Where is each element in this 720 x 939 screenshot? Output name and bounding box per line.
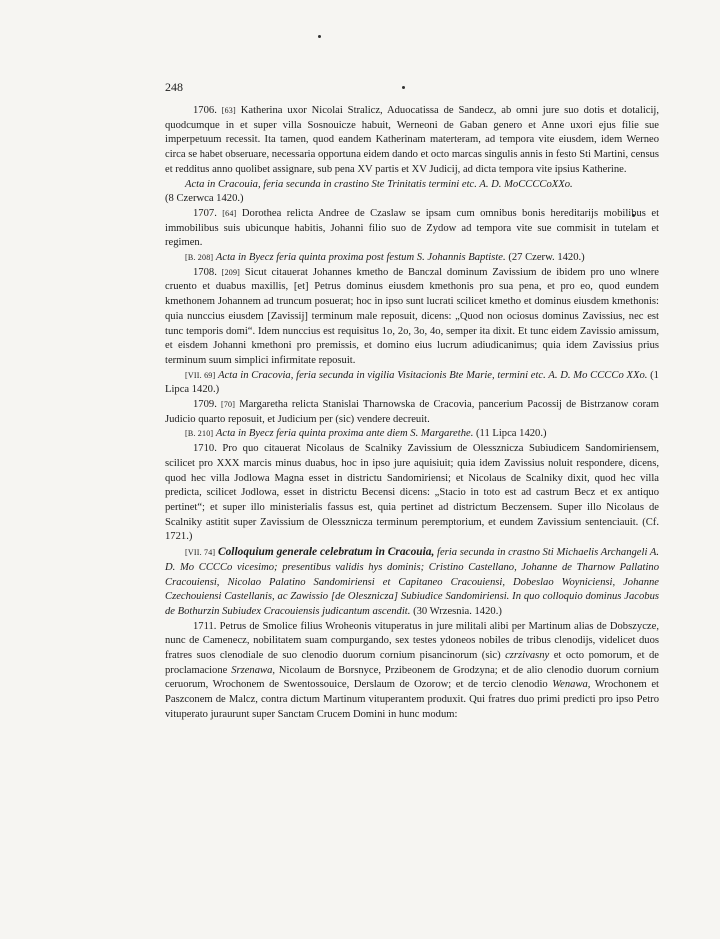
entry-text: Nicolaum de Borsnyce, Przibeonem de Grodzyna; et de alio clenodio duorum cornium ceruorum, Wrochonem de Swentossouice, Derslaum de Ozorow; et de tercio clenodio: [165, 664, 659, 691]
source-text: Acta in Cracovia, feria secunda in vigilia Visitacionis Bte Marie, termini etc. A. D. Mo CCCCo XXo.: [218, 369, 648, 381]
entry-1707: [165, 207, 659, 251]
colloquium-heading: Colloquium generale celebratum in Cracouia,: [218, 546, 435, 559]
entry-text: Wrochonem et Paszconem de Malcz, contra dictum Martinum vituperantem produxit. Qui fratres duo primi predicti pro ipso Petro vituperato juraurunt super Sanctam Crucem Domini in hunc modum:: [165, 679, 659, 720]
entry-text: Pro quo citauerat Nicolaus de Scalniky Zavissium de Olessznicza Subiudicem Sandomiriensem, scilicet pro XXX marcis minus duabus, hoc in ipso jure aquisiuit; quia idem Zavissius noluit respondere, dicens, quod hec villa Jodlowa Magna esset in districtu Sandomiriensi; et Nicolaus de Scalniky dixit, quod hec villa predicta, scilicet Jodlowa, esset in districtu Becensi dicens: „Stacio in toto est ad castrum Becz et ex antiquo pertinet“; et super illo ministerialis fassus est, quia pertinet ad districtum Beczensem. Super illo Nicolaus de Scalniky astitit super Zavissium de Olessznicza terminum peremptorium, et eundem Zavissium sentenciauit.: [165, 443, 659, 528]
entry-number: 1711.: [193, 620, 217, 632]
source-ref: [VII. 69]: [185, 370, 216, 380]
entry-source: [165, 427, 659, 442]
entry-1710: [165, 442, 659, 545]
source-text: Acta in Byecz feria quinta proxima ante diem S. Margarethe.: [215, 428, 474, 440]
entry-date: (1 Lipca 1420.): [165, 369, 659, 396]
entry-date: (11 Lipca 1420.): [476, 428, 547, 440]
source-ref: [B. 208]: [185, 253, 214, 263]
entry-date: (8 Czerwca 1420.): [165, 193, 244, 205]
entry-1708: [165, 266, 659, 369]
entry-text: Katherina uxor Nicolai Stralicz, Aduocatissa de Sandecz, ab omni jure suo dotis et dotalicij, quodcumque in et super villa Sosnouicze habuit, Werneoni de Gaban genero et Anne uxori ejus filie sue imperpetuum recessit. Ita tamen, quod eandem Katherinam materteram, ad tempora vite eiusdem, idem Werneo circa se habet obseruare, necessaria opportuna eidem dando et octo marcas singulis annis in festo Sti Martini, census et redditus anno quolibet assignare, sub pena XV partis et XV Judicij, ad dicta tempora vite ipsius Katherine.: [165, 105, 660, 175]
entry-source: [165, 545, 659, 620]
entry-ref: [209]: [221, 267, 241, 277]
entry-date: (27 Czerw. 1420.): [508, 252, 585, 264]
source-text: feria secunda in crastno Sti Michaelis Archangeli A. D. Mo CCCCo vicesimo; presentibus validis hys dominis; Cristino Castellano, Johanne de Tharnow Pallatino Cracouiensi, Nicolao Palatino Sandomiriensi et Capitaneo Cracouiensi, Dobeslao Woyniciensi, Johanne Czechouiensi Castellanis, ac Zawissio [de Olesznicza] Subiudice Sandomiriensi. In quo colloquio dominus Jacobus de Bothurzin Subiudex Cracouiensis judicantum ascendit.: [165, 547, 660, 617]
entry-1709: [165, 398, 659, 427]
entry-text: Petrus de Smolice filius Wroheonis vituperatus in jure militali alibi per Martinum alias de Dobszycze, nunc de Camenecz, nobilitatem suam compurgando, sex testes ydoneos nobiles de tribus clenodijs, videlicet duos fratres suos clenodiale de suo clenodio duorum cornium pisancinorum (sic): [165, 620, 659, 662]
entry-number: 1709.: [193, 399, 217, 411]
entry-ref: [63]: [221, 106, 236, 115]
cross-reference: (Cf. 1721.): [165, 516, 659, 543]
source-ref: [B. 210]: [185, 429, 214, 439]
entry-source: [165, 251, 659, 266]
entry-number: 1708.: [193, 266, 217, 278]
entry-text: Margaretha relicta Stanislai Tharnowska de Cracovia, pancerium Pacossij de Bistrzanow coram Judicio quarto reposuit, et Judicium per (sic) vendere decreuit.: [165, 399, 659, 425]
speck: [402, 86, 405, 89]
entry-source: [165, 369, 659, 398]
entry-number: 1706.: [193, 105, 217, 116]
speck: [318, 35, 321, 38]
entry-number: 1710.: [193, 443, 217, 455]
entry-date: (30 Wrzesnia. 1420.): [413, 605, 502, 617]
source-ref: [VII. 74]: [185, 548, 216, 558]
entry-ref: [64]: [222, 208, 237, 218]
entry-text-italic: Srzenawa,: [231, 664, 276, 676]
entry-text: et octo pomorum, et de proclamacione: [165, 650, 660, 676]
entry-text-italic: Wenawa,: [552, 679, 591, 691]
entry-source: [165, 178, 659, 193]
entry-text-italic: czrzivasny: [505, 650, 550, 662]
source-text: Acta in Byecz feria quinta proxima post festum S. Johannis Baptiste.: [215, 252, 506, 264]
entry-1711: [165, 620, 659, 723]
entry-text: Sicut citauerat Johannes kmetho de Banczal dominum Zavissium de ibidem pro uno wlnere cruento et duabus maxillis, [et] Petrus dominus eiusdem kmethonis pro sua pena, et pro eo, quod eundem kmethonem Johannem ad truncum posuerat; hoc in ipso sunt lucrati scilicet kmetho et dominus eiusdem kmethonis: quia nunccius eiusdem [Zavissij] terminum male reposuit, dicens: „Quod non ociosus dominus Zavissius, nec est tunc temporis domi“. Idem nunccius est requisitus 1o, 2o, 3o, 4o, semper ita dixit. Et tunc eidem Zavissio amissum, et eisdem Johanni kmethoni pro premissis, et domino eius lucrum adiudicanimus; quia idem Zavissius prius terminum suum simplici infirmitate reposuit.: [165, 266, 660, 366]
document-body: [165, 104, 659, 723]
page-number: 248: [165, 80, 183, 94]
entry-1706: [165, 104, 659, 178]
entry-number: 1707.: [193, 207, 217, 219]
source-text: Acta in Cracouia, feria secunda in crastino Ste Trinitatis termini etc. A. D. MoCCCCoXXo.: [185, 178, 573, 190]
entry-ref: [70]: [220, 400, 236, 410]
entry-text: Dorothea relicta Andree de Czaslaw se ipsam cum omnibus bonis hereditarijs mobilibus et immobilibus suis ubicunque habitis, Johanni filio suo de Zydow ad tempora vite sue commisit in tutelam et regimen.: [165, 207, 660, 249]
